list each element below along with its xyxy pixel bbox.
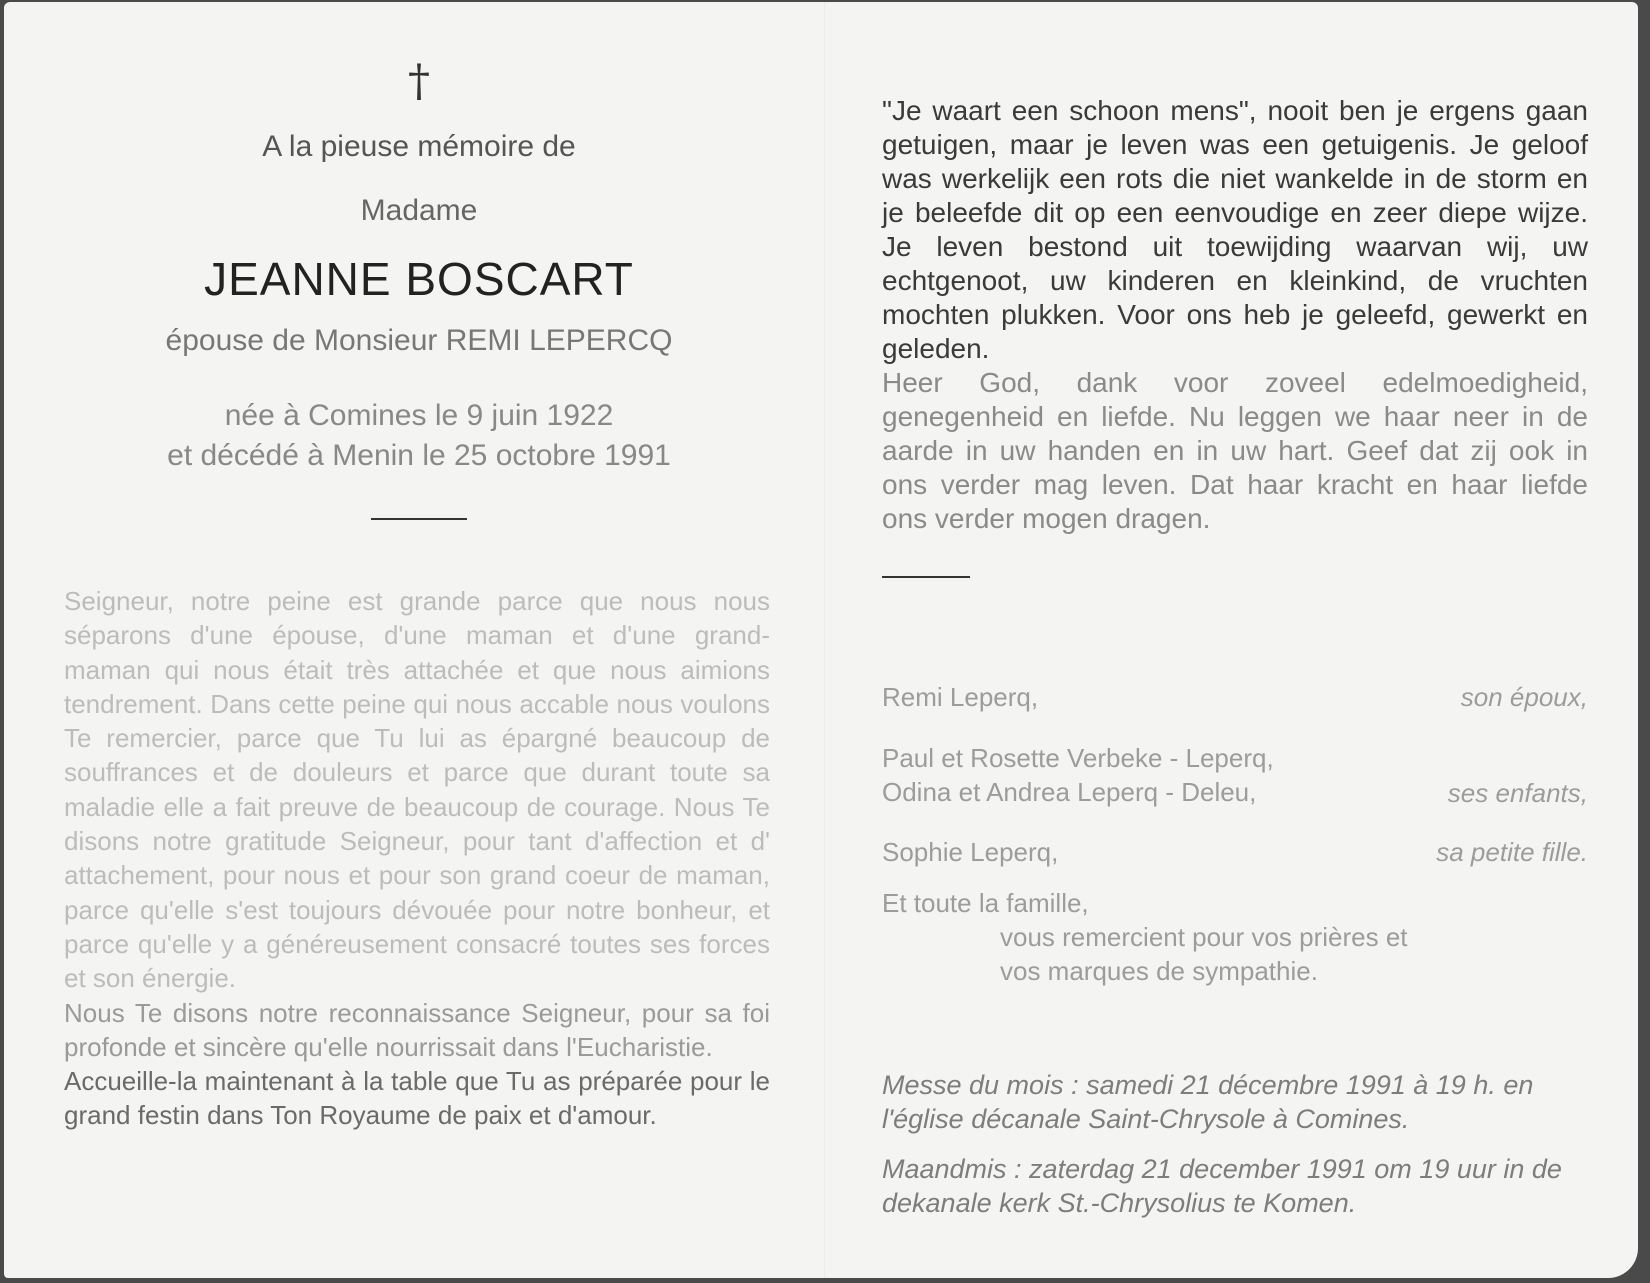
title-madame: Madame <box>360 194 478 227</box>
grandchild-role: sa petite fille. <box>1436 837 1588 867</box>
dutch-paragraph-2: Heer God, dank voor zoveel edelmoedigheid, genegenheid en liefde. Nu leggen we haar neer in de aarde in uw handen en in uw hart. Geef dat zij ook in ons verder mag leven. Dat haar kracht en haar liefde ons verder mogen dragen. <box>882 367 1588 534</box>
right-panel <box>882 94 1588 1220</box>
husband-name: Remi Leperq, <box>882 682 1039 712</box>
mass-dutch: Maandmis : zaterdag 21 december 1991 om 19 uur in de dekanale kerk St.-Chrysolius te Komen. <box>882 1154 1562 1218</box>
family-list <box>882 682 1588 988</box>
mass-french: Messe du mois : samedi 21 décembre 1991 à 19 h. en l'église décanale Saint-Chrysole à Comines. <box>882 1070 1534 1134</box>
spouse-line: épouse de Monsieur REMI LEPERCQ <box>165 324 673 357</box>
family-thanks <box>882 886 1588 988</box>
text-dutch <box>882 94 1588 536</box>
divider-left <box>371 518 467 520</box>
family-grandchild <box>882 837 1588 868</box>
memorial-card <box>4 2 1638 1278</box>
family-children <box>882 741 1588 809</box>
dutch-paragraph-1: "Je waart een schoon mens", nooit ben je ergens gaan getuigen, maar je leven was een getuigenis. Je geloof was werkelijk een rots die niet wankelde in de storm en je beleefde dit op een eenvoudige en zeer diepe wijze. Je leven bestond uit toewijding waarvan wij, uw echtgenoot, uw kinderen en kleinkind, de vruchten mochten plukken. Voor ons heb je geleefd, gewerkt en geleden. <box>882 95 1588 364</box>
prayer-french <box>64 584 770 1133</box>
fold-line <box>824 2 825 1278</box>
thanks-line-1: vous remercient pour vos prières et <box>1000 922 1408 952</box>
thanks-line-2: vos marques de sympathie. <box>1000 956 1318 986</box>
birth-line: née à Comines le 9 juin 1922 <box>224 399 614 432</box>
deceased-name: JEANNE BOSCART <box>204 253 634 305</box>
family-husband <box>882 682 1588 713</box>
cross-icon: † <box>408 56 430 107</box>
in-memory-heading: A la pieuse mémoire de <box>262 130 576 163</box>
birth-death-block <box>64 396 774 476</box>
prayer-paragraph-1: Seigneur, notre peine est grande parce que nous nous séparons d'une épouse, d'une maman et d'une grand-maman qui nous était très attachée et que nous aimions tendrement. Dans cette peine qui nous accable nous voulons Te remercier, parce que Tu lui as épargné beaucoup de souffrances et de douleurs et parce que durant toute sa maladie elle a fait preuve de beaucoup de courage. Nous Te disons notre gratitude Seigneur, pour tant d'affection et d' attachement, pour nous et pour son grand coeur de maman, parce qu'elle s'est toujours dévouée pour notre bonheur, et parce qu'elle y a généreusement consacré toutes ses forces et son énergie. <box>64 586 770 994</box>
all-family: Et toute la famille, <box>882 888 1089 918</box>
left-panel <box>64 56 774 1133</box>
mass-info <box>882 1068 1588 1220</box>
children-role: ses enfants, <box>1447 778 1588 808</box>
children-line-1: Paul et Rosette Verbeke - Leperq, <box>882 743 1274 773</box>
children-line-2: Odina et Andrea Leperq - Deleu, <box>882 777 1257 807</box>
death-line: et décédé à Menin le 25 octobre 1991 <box>167 439 671 472</box>
prayer-paragraph-2: Nous Te disons notre reconnaissance Seigneur, pour sa foi profonde et sincère qu'elle nourrissait dans l'Eucharistie. <box>64 997 770 1062</box>
grandchild-name: Sophie Leperq, <box>882 837 1059 867</box>
prayer-paragraph-3: Accueille-la maintenant à la table que Tu as préparée pour le grand festin dans Ton Royaume de paix et d'amour. <box>64 1066 770 1131</box>
divider-right <box>882 576 970 578</box>
husband-role: son époux, <box>1460 682 1588 712</box>
